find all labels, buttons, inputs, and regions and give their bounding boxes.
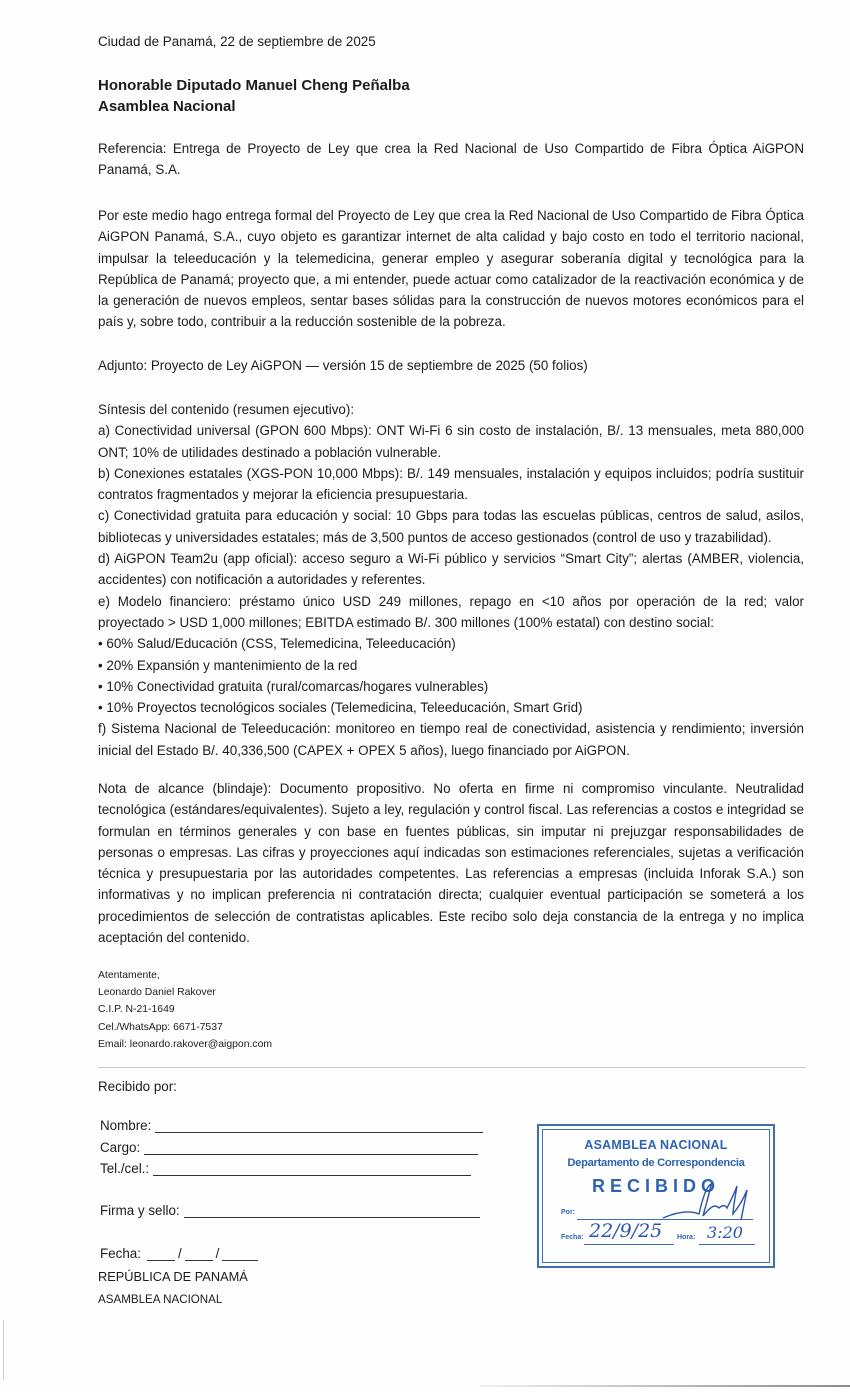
attachment-line: Adjunto: Proyecto de Ley AiGPON — versión 15 de septiembre de 2025 (50 folios) (98, 358, 588, 373)
date-separator: / (177, 1246, 182, 1261)
synthesis-item: c) Conectividad gratuita para educación y social: 10 Gbps para todas las escuelas públicas, centros de salud, asilos, bibliotecas y universidades estatales; más de 3,500 puntos de acceso gestionados (control de uso y trazabilidad). (98, 508, 804, 545)
signer-email: Email: leonardo.rakover@aigpon.com (98, 1038, 272, 1050)
synthesis-item: f) Sistema Nacional de Teleeducación: monitoreo en tiempo real de conectividad, asistencia y rendimiento; inversión inicial del Estado B/. 40,336,500 (CAPEX + OPEX 5 años), luego financiado por AiGPON. (98, 721, 804, 758)
position-label: Cargo: (100, 1140, 141, 1155)
name-label: Nombre: (100, 1118, 152, 1133)
handwritten-signature-icon (659, 1176, 759, 1224)
signature-block (98, 967, 272, 1053)
signature-label: Firma y sello: (100, 1203, 180, 1218)
addressee-name: Honorable Diputado Manuel Cheng Peñalba (98, 77, 410, 94)
closing: Atentamente, (98, 970, 160, 981)
reference-line: Referencia: Entrega de Proyecto de Ley que crea la Red Nacional de Uso Compartido de Fibra Óptica AiGPON Panamá, S.A. (98, 141, 804, 178)
phone-blank (153, 1161, 471, 1176)
stamp-time-label: Hora: (677, 1234, 696, 1241)
synthesis-heading: Síntesis del contenido (resumen ejecutivo): (98, 402, 355, 417)
country-label: REPÚBLICA DE PANAMÁ (98, 1269, 248, 1284)
synthesis-item: e) Modelo financiero: préstamo único USD 249 millones, repago en <10 años por operación de la red; valor proyectado > USD 1,000 millones; EBITDA estimado B/. 300 millones (100% estatal) con destino social: (98, 593, 804, 630)
name-blank (155, 1118, 483, 1133)
day-blank (147, 1246, 175, 1261)
stamp-date-line (584, 1244, 674, 1245)
month-blank (185, 1246, 213, 1261)
signer-name: Leonardo Daniel Rakover (98, 987, 216, 999)
allocation-bullet: • 20% Expansión y mantenimiento de la red (98, 657, 358, 673)
allocation-bullet: • 10% Conectividad gratuita (rural/comarcas/hogares vulnerables) (98, 678, 489, 694)
signer-id: C.I.P. N-21-1649 (98, 1004, 175, 1016)
synthesis-section (98, 399, 804, 761)
name-field (100, 1118, 483, 1133)
date-label: Fecha: (100, 1246, 141, 1261)
addressee-block (98, 75, 410, 117)
stamp-title: ASAMBLEA NACIONAL (584, 1138, 728, 1152)
section-divider (98, 1067, 806, 1068)
body-paragraph: Por este medio hago entrega formal del Proyecto de Ley que crea la Red Nacional de Uso Compartido de Fibra Óptica AiGPON Panamá, S.A., cuyo objeto es garantizar internet de alta calidad y bajo costo en todo el territorio nacional, impulsar la teleeducación y la telemedicina, generar empleo y asegurar soberanía digital y tecnológica para la República de Panamá; proyecto que, a mi entender, puede actuar como catalizador de la reactivación económica y de la generación de nuevos empleos, sentar bases sólidas para la construcción de nuevos motores económicos para el país y, sobre todo, contribuir a la reducción sostenible de la pobreza. (98, 208, 804, 330)
date-field (100, 1246, 261, 1261)
phone-label: Tel./cel.: (100, 1161, 150, 1176)
allocation-bullet: • 60% Salud/Educación (CSS, Telemedicina, Teleeducación) (98, 636, 456, 652)
scan-edge (480, 1385, 850, 1387)
synthesis-item: d) AiGPON Team2u (app oficial): acceso seguro a Wi-Fi público y servicios “Smart City”; alertas (AMBER, violencia, accidentes) con notificación a autoridades y referentes. (98, 551, 804, 588)
year-blank (222, 1246, 258, 1261)
received-by-heading: Recibido por: (98, 1079, 177, 1094)
stamp-time-line (699, 1244, 755, 1245)
date-separator: / (215, 1246, 220, 1261)
position-field (100, 1140, 478, 1155)
handwritten-time: 3:20 (707, 1223, 743, 1242)
phone-field (100, 1161, 471, 1176)
synthesis-item: a) Conectividad universal (GPON 600 Mbps): ONT Wi-Fi 6 sin costo de instalación, B/. 13 mensuales, meta 880,000 ONT; 10% de utilidades destinado a población vulnerable. (98, 423, 804, 460)
allocation-bullet: • 10% Proyectos tecnológicos sociales (Telemedicina, Teleeducación, Smart Grid) (98, 700, 583, 716)
scan-edge (3, 1320, 4, 1380)
signature-field (100, 1203, 480, 1218)
position-blank (144, 1140, 478, 1155)
signer-phone: Cel./WhatsApp: 6671-7537 (98, 1021, 223, 1033)
addressee-institution: Asamblea Nacional (98, 98, 236, 115)
signature-blank (184, 1203, 480, 1218)
scope-note: Nota de alcance (blindaje): Documento propositivo. No oferta en firme ni compromiso vinculante. Neutralidad tecnológica (estándares/equivalentes). Sujeto a ley, regulación y control fiscal. Las referencias a costos e integridad se formulan en términos generales y con base en fuentes públicas, sin imputar ni prejuzgar responsabilidades de personas o empresas. Las cifras y proyecciones aquí indicadas son estimaciones referenciales, sujetas a verificación técnica y presupuestaria por las autoridades competentes. Las referencias a empresas (incluida Inforak S.A.) son informativas y no implican preferencia ni contratación directa; cualquier eventual participación se someterá a los procedimientos de selección de contratistas aplicables. Este recibo solo deja constancia de la entrega y no implica aceptación del contenido. (98, 781, 804, 946)
date-line: Ciudad de Panamá, 22 de septiembre de 2025 (98, 34, 376, 49)
synthesis-item: b) Conexiones estatales (XGS-PON 10,000 Mbps): B/. 149 mensuales, instalación y equipos incluidos; podría sustituir contratos fragmentados y mejorar la eficiencia presupuestaria. (98, 465, 804, 503)
stamp-by-label: Por: (561, 1209, 575, 1216)
handwritten-date: 22/9/25 (589, 1220, 663, 1242)
received-stamp (537, 1124, 775, 1268)
stamp-date-label: Fecha: (561, 1234, 584, 1241)
stamp-department: Departamento de Correspondencia (567, 1157, 745, 1169)
stamp-status: RECIBIDO (591, 1176, 720, 1196)
institution-label: ASAMBLEA NACIONAL (98, 1293, 223, 1306)
